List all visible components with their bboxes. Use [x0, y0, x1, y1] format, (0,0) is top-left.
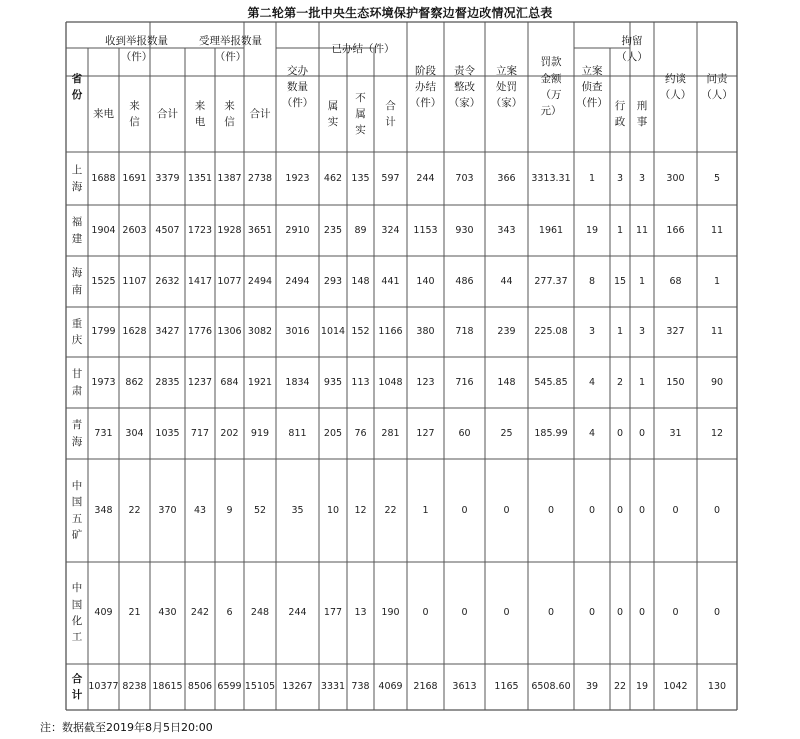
table-cell: 1776: [187, 326, 213, 338]
table-cell: 205: [323, 427, 343, 439]
table-cell: 1107: [122, 275, 147, 287]
table-cell: 11: [710, 224, 724, 236]
table-cell: 716: [455, 376, 474, 388]
table-cell: 43: [193, 504, 207, 516]
table-cell: 113: [351, 376, 370, 388]
table-cell: 6508.60: [531, 681, 571, 693]
header-punish: 立案 处罚 （家）: [490, 64, 523, 110]
table-cell: 1: [713, 275, 721, 287]
table-cell: 19: [585, 224, 599, 236]
table-cell: 225.08: [534, 326, 568, 338]
table-cell: 21: [128, 607, 141, 619]
table-cell: 277.37: [534, 275, 568, 287]
table-cell: 235: [323, 224, 343, 236]
table-cell: 1799: [91, 326, 116, 338]
row-label: 海 南: [71, 267, 83, 296]
table-cell: 13: [354, 607, 367, 619]
table-cell: 1691: [122, 172, 147, 184]
header-received-group: 收到举报数量 （件）: [105, 34, 168, 63]
table-cell: 2603: [122, 224, 147, 236]
footnote: 注：数据截至2019年8月5日20:00: [40, 721, 213, 734]
table-cell: 152: [351, 326, 370, 338]
table-cell: 0: [588, 607, 596, 619]
table-cell: 1165: [494, 681, 519, 693]
table-cell: 22: [613, 681, 627, 693]
row-label: 中 国 化 工: [71, 582, 83, 644]
table-cell: 68: [669, 275, 682, 287]
table-cell: 4: [588, 427, 596, 439]
table-cell: 1048: [378, 376, 403, 388]
table-cell: 862: [125, 376, 144, 388]
table-cell: 0: [672, 504, 679, 516]
table-cell: 409: [94, 607, 113, 619]
table-cell: 10: [326, 504, 340, 516]
table-cell: 703: [455, 172, 474, 184]
table-cell: 5: [713, 172, 721, 184]
row-label: 青 海: [71, 419, 83, 448]
table-cell: 90: [710, 376, 724, 388]
table-cell: 718: [455, 326, 474, 338]
table-cell: 15105: [244, 681, 276, 693]
table-cell: 2168: [413, 681, 438, 693]
table-cell: 0: [461, 607, 468, 619]
table-cell: 1: [422, 504, 429, 516]
table-cell: 441: [381, 275, 400, 287]
table-cell: 684: [220, 376, 239, 388]
row-label: 合 计: [71, 672, 83, 701]
table-cell: 0: [503, 504, 510, 516]
table-cell: 1166: [378, 326, 403, 338]
table-cell: 3: [616, 172, 624, 184]
header-accepted-group: 受理举报数量 （件）: [199, 34, 262, 63]
table-cell: 1688: [91, 172, 116, 184]
table-cell: 148: [497, 376, 516, 388]
table-cell: 140: [416, 275, 435, 287]
table-cell: 1923: [285, 172, 310, 184]
table-cell: 13267: [282, 681, 313, 693]
table-cell: 177: [323, 607, 343, 619]
table-cell: 2910: [285, 224, 310, 236]
table-cell: 3331: [320, 681, 346, 693]
header-assigned: 交办 数量 （件）: [281, 64, 314, 110]
table-cell: 0: [547, 504, 555, 516]
row-label: 中 国 五 矿: [71, 479, 83, 541]
table-cell: 244: [288, 607, 307, 619]
table-cell: 3: [638, 326, 646, 338]
table-cell: 1417: [187, 275, 213, 287]
table-cell: 2632: [155, 275, 180, 287]
table-cell: 281: [381, 427, 400, 439]
table-cell: 0: [588, 504, 596, 516]
table-cell: 0: [616, 427, 624, 439]
subheader-done-total: 合 计: [385, 99, 396, 128]
table-cell: 486: [455, 275, 474, 287]
table-cell: 930: [455, 224, 474, 236]
table-cell: 9: [226, 504, 233, 516]
table-cell: 4: [588, 376, 596, 388]
subheader-accepted-letter: 来 信: [224, 99, 235, 128]
table-cell: 0: [713, 607, 721, 619]
table-cell: 3082: [247, 326, 273, 338]
subheader-criminal: 刑 事: [636, 99, 648, 128]
table-cell: 4507: [155, 224, 180, 236]
table-cell: 3379: [155, 172, 180, 184]
table-cell: 3613: [452, 681, 477, 693]
subheader-received-phone: 来电: [93, 107, 114, 120]
table-cell: 19: [635, 681, 649, 693]
table-cell: 89: [354, 224, 367, 236]
table-cell: 1035: [155, 427, 180, 439]
table-title: 第二轮第一批中央生态环境保护督察边督边改情况汇总表: [247, 6, 553, 20]
table-cell: 717: [190, 427, 210, 439]
table-cell: 185.99: [534, 427, 568, 439]
table-cell: 343: [497, 224, 516, 236]
table-cell: 0: [547, 607, 555, 619]
table-cell: 300: [666, 172, 685, 184]
table-cell: 6599: [217, 681, 242, 693]
row-label: 上 海: [71, 164, 83, 193]
header-investigate: 立案 侦查（件）: [576, 64, 608, 110]
table-cell: 1077: [217, 275, 242, 287]
table-cell: 0: [616, 504, 624, 516]
table-cell: 3651: [247, 224, 273, 236]
table-cell: 1387: [217, 172, 242, 184]
table-cell: 11: [635, 224, 649, 236]
subheader-accepted-total: 合计: [249, 107, 271, 120]
subheader-received-letter: 来 信: [129, 99, 140, 128]
table-cell: 462: [323, 172, 343, 184]
table-cell: 44: [500, 275, 513, 287]
table-cell: 1961: [538, 224, 564, 236]
table-cell: 123: [416, 376, 435, 388]
table-cell: 348: [94, 504, 113, 516]
table-cell: 0: [713, 504, 721, 516]
subheader-untrue: 不 属 实: [355, 91, 366, 137]
table-cell: 8: [588, 275, 596, 287]
table-cell: 597: [381, 172, 400, 184]
table-cell: 18615: [152, 681, 183, 693]
table-cell: 60: [458, 427, 471, 439]
table-cell: 4069: [378, 681, 403, 693]
table-cell: 11: [710, 326, 724, 338]
subheader-admin: 行 政: [614, 99, 626, 128]
table-cell: 0: [461, 504, 468, 516]
table-cell: 190: [381, 607, 400, 619]
table-cell: 380: [416, 326, 435, 338]
table-cell: 239: [497, 326, 516, 338]
table-cell: 150: [666, 376, 685, 388]
table-cell: 324: [381, 224, 400, 236]
header-accountable: 问责 （人）: [701, 72, 733, 101]
table-cell: 3: [638, 172, 646, 184]
table-cell: 15: [613, 275, 627, 287]
table-cell: 1: [638, 376, 646, 388]
table-cell: 1: [588, 172, 596, 184]
table-cell: 244: [416, 172, 435, 184]
table-cell: 293: [323, 275, 343, 287]
subheader-accepted-phone: 来 电: [194, 99, 206, 128]
table-cell: 738: [351, 681, 370, 693]
table-cell: 1237: [187, 376, 213, 388]
table-cell: 1: [616, 224, 624, 236]
table-cell: 304: [125, 427, 144, 439]
table-cell: 1973: [91, 376, 116, 388]
table-cell: 1: [616, 326, 624, 338]
table-cell: 25: [500, 427, 513, 439]
table-cell: 6: [226, 607, 233, 619]
table-cell: 31: [669, 427, 682, 439]
table-cell: 1921: [247, 376, 273, 388]
table-cell: 2: [616, 376, 624, 388]
table-cell: 0: [638, 607, 646, 619]
header-province: 省 份: [71, 72, 83, 101]
table-cell: 242: [190, 607, 210, 619]
table-cell: 248: [250, 607, 270, 619]
table-cell: 0: [672, 607, 679, 619]
table-cell: 8506: [187, 681, 213, 693]
table-cell: 22: [128, 504, 141, 516]
table-cell: 811: [288, 427, 307, 439]
table-cell: 1153: [413, 224, 438, 236]
table-cell: 127: [416, 427, 435, 439]
table-cell: 0: [422, 607, 429, 619]
table-cell: 135: [351, 172, 370, 184]
subheader-true: 属 实: [327, 99, 339, 128]
table-cell: 370: [158, 504, 177, 516]
table-cell: 3: [588, 326, 596, 338]
table-cell: 366: [497, 172, 516, 184]
table-cell: 2494: [247, 275, 273, 287]
table-cell: 76: [354, 427, 367, 439]
table-cell: 166: [666, 224, 685, 236]
table-cell: 35: [291, 504, 304, 516]
table-cell: 22: [384, 504, 397, 516]
table-cell: 0: [616, 607, 624, 619]
table-cell: 12: [354, 504, 367, 516]
table-cell: 1904: [91, 224, 116, 236]
header-rectify: 责令 整改 （家）: [448, 64, 481, 110]
table-cell: 1628: [122, 326, 147, 338]
header-fine: 罚款 金额 （万 元）: [540, 56, 562, 118]
table-cell: 202: [220, 427, 239, 439]
table-cell: 1306: [217, 326, 242, 338]
header-stage-done: 阶段 办结 （件）: [409, 64, 442, 110]
table-cell: 545.85: [534, 376, 568, 388]
table-cell: 1351: [187, 172, 213, 184]
header-interview: 约谈 （人）: [659, 72, 692, 101]
table-cell: 2494: [285, 275, 310, 287]
row-label: 甘 肃: [71, 368, 83, 397]
table-cell: 1014: [320, 326, 346, 338]
table-cell: 8238: [122, 681, 147, 693]
table-cell: 731: [94, 427, 113, 439]
table-cell: 148: [351, 275, 370, 287]
table-cell: 327: [666, 326, 685, 338]
table-cell: 3016: [285, 326, 310, 338]
table-cell: 919: [250, 427, 270, 439]
table-cell: 1525: [91, 275, 116, 287]
table-cell: 39: [585, 681, 599, 693]
header-done-group: 已办结（件）: [331, 42, 395, 55]
table-cell: 1042: [663, 681, 688, 693]
table-cell: 3313.31: [531, 172, 571, 184]
table-cell: 10377: [88, 681, 119, 693]
table-cell: 0: [638, 427, 646, 439]
table-cell: 2738: [247, 172, 273, 184]
table-cell: 0: [503, 607, 510, 619]
table-cell: 3427: [155, 326, 180, 338]
table-cell: 1: [638, 275, 646, 287]
table-cell: 1723: [187, 224, 213, 236]
table-cell: 52: [253, 504, 267, 516]
table-cell: 935: [323, 376, 343, 388]
table-cell: 0: [638, 504, 646, 516]
table-cell: 12: [710, 427, 724, 439]
row-label: 福 建: [71, 216, 83, 245]
row-label: 重 庆: [71, 317, 83, 346]
table-cell: 1928: [217, 224, 242, 236]
header-detain-group: 拘留 （人）: [616, 34, 648, 63]
table-cell: 430: [158, 607, 177, 619]
subheader-received-total: 合计: [157, 107, 178, 120]
table-cell: 130: [707, 681, 727, 693]
table-cell: 2835: [155, 376, 180, 388]
table-cell: 1834: [285, 376, 310, 388]
